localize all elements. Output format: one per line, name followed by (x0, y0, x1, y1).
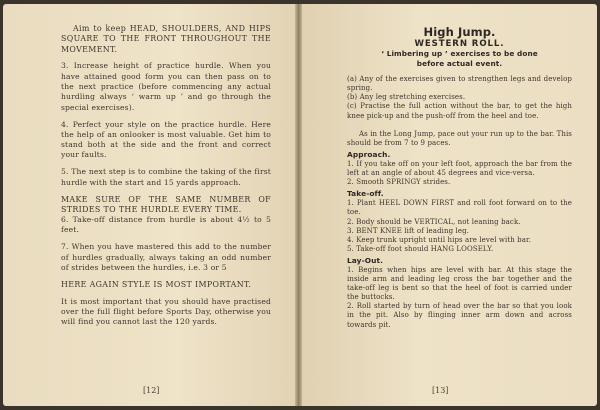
left-page (3, 4, 295, 406)
takeoff-item: 1. Plant HEEL DOWN FIRST and roll foot forward on to the toe. (347, 199, 572, 217)
run-up-intro: As in the Long Jump, pace out your run up to the bar. This should be from 7 to 9 paces. (347, 129, 572, 147)
paragraph-step-6: 6. Take-off distance from hurdle is about 4½ to 5 feet. (61, 215, 271, 235)
takeoff-item: 2. Body should be VERTICAL, not leaning back. (347, 217, 521, 226)
paragraph-style-important: HERE AGAIN STYLE IS MOST IMPORTANT. (61, 279, 252, 289)
layout-item: 2. Roll started by turn of head over the bar so that you look in the pit. Also by flinging inner arm down and across towards pit. (347, 302, 572, 329)
approach-item: 1. If you take off on your left foot, approach the bar from the left at an angle of about 45 degrees and vice-versa. (347, 159, 572, 178)
paragraph-aim: Aim to keep HEAD, SHOULDERS, AND HIPS SQUARE TO THE FRONT THROUGHOUT THE MOVEMENT. (61, 24, 271, 54)
page-title: High Jump. (423, 25, 496, 39)
paragraph-same-strides: MAKE SURE OF THE SAME NUMBER OF STRIDES TO THE HURDLE EVERY TIME. (61, 194, 271, 214)
page-number-left: [12] (143, 386, 160, 395)
page-number-right: [13] (432, 386, 449, 395)
limbering-note-line-1: ‘ Limbering up ’ exercises to be done (381, 49, 538, 59)
paragraph-step-4: 4. Perfect your style on the practice hurdle. Here the help of an onlooker is most valuable. Get him to stand both at the side and the front and correct your faults. (61, 119, 271, 160)
layout-item: 1. Begins when hips are level with bar. At this stage the inside arm and leading leg cross the bar together and the take-off leg is bent so that the heel of foot is carried under the buttocks. (347, 265, 572, 302)
limbering-item: (c) Practise the full action without the bar, to get the high knee pick-up and the push-off from the heel and toe. (347, 102, 572, 120)
section-heading-approach: Approach. (347, 149, 391, 159)
takeoff-item: 5. Take-off foot should HANG LOOSELY. (347, 244, 494, 253)
right-page (302, 4, 597, 406)
paragraph-step-7: 7. When you have mastered this add to the number of hurdles gradually, always taking an odd number of strides between the hurdles, i.e. 3 or 5 (61, 242, 271, 272)
limbering-item: (a) Any of the exercises given to strengthen legs and develop spring. (347, 75, 572, 93)
takeoff-item: 4. Keep trunk upright until hips are level with bar. (347, 235, 532, 244)
approach-item: 2. Smooth SPRINGY strides. (347, 178, 451, 187)
section-heading-layout: Lay-Out. (347, 255, 384, 265)
limbering-note (347, 49, 572, 68)
paragraph-step-5: 5. The next step is to combine the taking of the first hurdle with the start and 15 yards approach. (61, 167, 271, 187)
left-page-text (61, 24, 271, 334)
right-page-text (347, 25, 572, 330)
limbering-note-line-2: before actual event. (416, 58, 503, 68)
limbering-item: (b) Any leg stretching exercises. (347, 93, 466, 102)
takeoff-item: 3. BENT KNEE lift of leading leg. (347, 226, 469, 235)
section-heading-takeoff: Take-off. (347, 189, 384, 199)
page-subtitle: WESTERN ROLL. (414, 39, 505, 50)
book-gutter (295, 4, 302, 406)
paragraph-practise-full-flight: It is most important that you should have practised over the full flight before Sports Day, otherwise you will find you cannot last the 120 yards. (61, 296, 271, 327)
paragraph-step-3: 3. Increase height of practice hurdle. When you have attained good form you can then pass on to the next practice (before commencing any actual hurdling always ‘ warm up ’ and go through the special exercises). (61, 61, 271, 112)
